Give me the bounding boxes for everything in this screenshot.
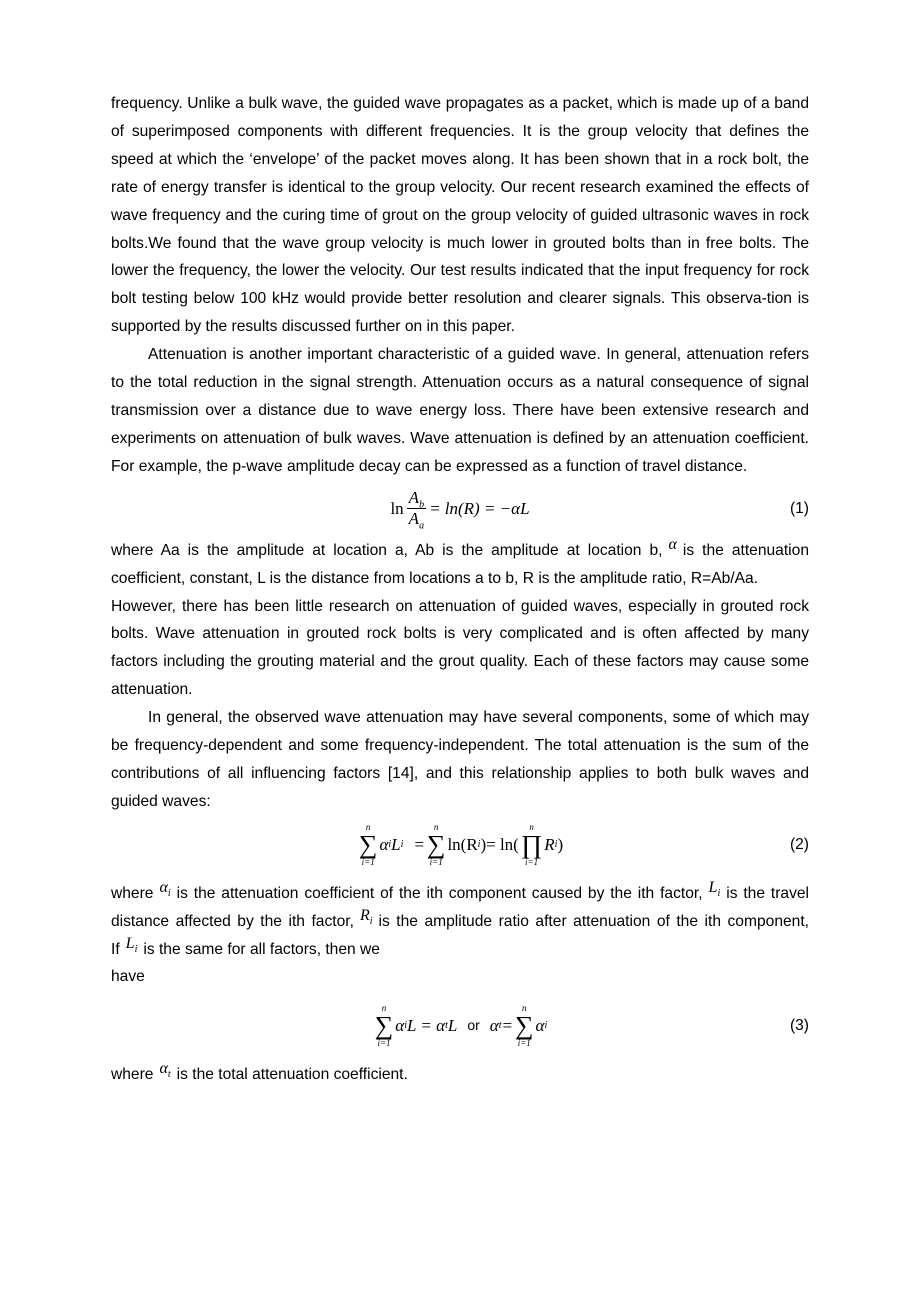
l-i-symbol-2: $L_i$	[125, 934, 138, 955]
eq2-product: n ∏ i=1	[520, 821, 543, 867]
eq1-ln: ln	[390, 498, 404, 518]
eq1-numerator: $A_b$	[408, 487, 425, 510]
eq1-rhs: = ln(R) = −αL	[429, 498, 530, 518]
paragraph-total-attenuation: where $\alpha_t$ is the total attenuation coefficient.	[111, 1060, 408, 1084]
paragraph-group-velocity: frequency. Unlike a bulk wave, the guided wave propagates as a packet, which is made up of a band of superimposed components with different frequencies. It is the group velocity that defines the speed at which the ‘envelope’ of the packet moves along. It has been shown that in a rock bolt, the rate of energy transfer is identical to the group velocity. Our recent research examined the effects of wave frequency and the curing time of grout on the group velocity of guided ultrasonic waves in rock bolts.We found that the wave group velocity is much lower in grouted bolts than in free bolts. The lower the frequency, the lower the velocity. Our test results indicated that the input frequency for rock bolt testing below 100 kHz would provide better resolution and clearer signals. This observa-tion is supported by the results discussed further on in this paper.	[111, 95, 809, 336]
paragraph-guided-attenuation: However, there has been little research on attenuation of guided waves, especially in grouted rock bolts. Wave attenuation in grouted rock bolts is very complicated and is often affected by many factors including the grouting material and the grout quality. Each of these factors may cause some attenuation.	[111, 597, 809, 699]
equation-3: n ∑ i=1 α i L = α t L or α t = n ∑ i=1 α i (3)	[374, 1003, 809, 1049]
alpha-symbol: α	[668, 535, 677, 553]
equation-2: n ∑ i=1 α i L i = n ∑ i=1 ln(R i ) = ln( n ∏ i=1 R i ) (2)	[358, 821, 809, 867]
eq3-sum-2: n ∑ i=1	[514, 1003, 534, 1049]
alpha-i-symbol: $\alpha_i$	[159, 878, 171, 899]
r-i-symbol: $R_i$	[359, 906, 373, 927]
paper-page	[111, 90, 809, 1089]
l-i-symbol: $L_i$	[708, 878, 721, 899]
alpha-t-symbol: $\alpha_t$	[159, 1060, 171, 1081]
paragraph-attenuation-intro: Attenuation is another important characteristic of a guided wave. In general, attenuation refers to the total reduction in the signal strength. Attenuation occurs as a natural consequence of signal transmission over a distance due to wave energy loss. There have been extensive research and experiments on attenuation of bulk waves. Wave attenuation is defined by an attenuation coefficient. For example, the p-wave amplitude decay can be expressed as a function of travel distance.	[111, 346, 809, 475]
paragraph-eq2-definitions: where $\alpha_i$ is the attenuation coefficient of the ith component caused by the ith factor, $L_i$ is the travel distance affected by the ith factor, $R_i$ is the amplitude ratio after attenuation of the ith component, If $L_i$ is the same for all factors, then we have	[111, 878, 809, 986]
eq3-number: (3)	[789, 1017, 809, 1035]
eq2-sum-2: n ∑ i=1	[426, 821, 446, 867]
paragraph-eq1-definitions: where Aa is the amplitude at location a, Ab is the amplitude at location b, α is the attenuation coefficient, constant, L is the distance from locations a to b, R is the amplitude ratio, R=Ab/Aa.	[111, 535, 809, 587]
eq3-sum-1: n ∑ i=1	[374, 1003, 394, 1049]
equation-1	[111, 481, 809, 537]
eq1-fraction	[407, 487, 426, 532]
paragraph-components: In general, the observed wave attenuation may have several components, some of which may be frequency-dependent and some frequency-independent. The total attenuation is the sum of the contributions of all influencing factors [14], and this relationship applies to both bulk waves and guided waves:	[111, 709, 809, 810]
eq1-denominator: $A_a$	[408, 509, 425, 532]
eq1-number: (1)	[789, 499, 809, 517]
eq2-sum-1: n ∑ i=1	[358, 821, 378, 867]
eq3-or: or	[467, 1017, 480, 1034]
eq2-number: (2)	[789, 835, 809, 853]
